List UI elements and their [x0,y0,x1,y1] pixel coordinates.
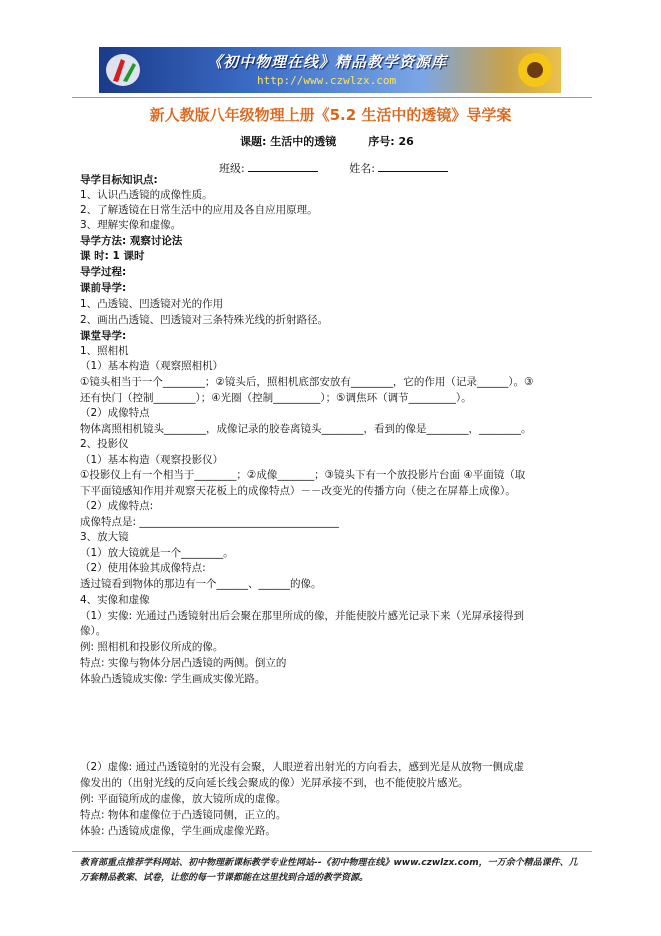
text-line: 2、投影仪 [80,438,129,450]
footer-divider [72,851,592,852]
text-line: 特点: 物体和虚像位于凸透镜同侧，正立的。 [80,809,287,821]
text-line: （1）基本构造（观察照相机） [80,360,224,372]
name-label: 姓名: [349,162,375,175]
section-heading: 导学方法: 观察讨论法 [80,235,183,247]
class-label: 班级: [219,162,245,175]
text-line: 例: 平面镜所成的虚像，放大镜所成的虚像。 [80,793,287,805]
header-divider [72,97,592,98]
text-line: ①镜头相当于一个________；②镜头后，照相机底部安放有________，它的作用（记录______）。③ [80,376,534,388]
text-line: 像发出的（出射光线的反向延长线会聚成的像）光屏承接不到，也不能使胶片感光。 [80,777,469,789]
text-line: 1、认识凸透镜的成像性质。 [80,189,213,201]
site-logo-icon [105,53,141,87]
text-line: 例: 照相机和投影仪所成的像。 [80,641,224,653]
text-line: 下平面镜感知作用并观察天花板上的成像特点）－－改变光的传播方向（使之在屏幕上成像）。 [80,485,516,497]
lesson-subtitle [240,133,414,149]
text-line: 物体离照相机镜头________，成像记录的胶卷离镜头________，看到的像是________，________。 [80,423,532,435]
text-line: ①投影仪上有一个相当于________；②成像_______；③镜头下有一个放投影片台面 ④平面镜（取 [80,469,526,481]
text-line: 透过镜看到物体的那边有一个______、______的像。 [80,578,322,590]
text-line: （2）成像特点: [80,500,154,512]
footer-note: 教育部重点推荐学科网站、初中物理新课标教学专业性网站--《初中物理在线》www.czwlzx.com，一万余个精品课件、几万套精品教案、试卷，让您的每一节课都能在这里找到合适的教学资源。 [80,858,578,883]
text-line: 2、了解透镜在日常生活中的应用及各自应用原理。 [80,204,318,216]
section-heading: 导学目标知识点: [80,174,158,186]
text-line: 特点: 实像与物体分居凸透镜的两侧。倒立的 [80,657,287,669]
text-line: 体验凸透镜成实像: 学生画成实像光路。 [80,673,266,685]
text-line: （1）实像: 光通过凸透镜射出后会聚在那里所成的像，并能使胶片感光记录下来（光屏承接得到 [80,610,525,622]
text-line: 像）。 [80,625,107,637]
section-heading: 导学过程: [80,266,127,278]
text-line: （2）成像特点 [80,407,150,419]
class-field[interactable] [248,161,318,172]
section-heading: 课 时: 1 课时 [80,250,145,262]
banner-url[interactable]: http://www.czwlzx.com [257,74,397,87]
text-line: （1）基本构造（观察投影仪） [80,454,224,466]
text-line: 1、照相机 [80,345,129,357]
text-line: 4、实像和虚像 [80,594,150,606]
text-line: 3、放大镜 [80,531,129,543]
text-line: 1、凸透镜、凹透镜对光的作用 [80,298,224,310]
section-heading: 课堂导学: [80,330,127,342]
lesson-sequence: 序号: 26 [368,135,414,148]
text-line: 体验: 凸透镜成虚像，学生画成虚像光路。 [80,825,276,837]
text-line: 还有快门（控制________）；④光圈（控制_________）；⑤调焦环（调节_________）。 [80,392,472,404]
text-line: 3、理解实像和虚像。 [80,219,182,231]
text-line: （2）虚像: 通过凸透镜射的光没有会聚，人眼逆着出射光的方向看去，感到光是从放物一侧成虚 [80,761,525,773]
sunflower-icon [515,50,555,90]
lesson-topic: 课题: 生活中的透镜 [240,135,337,148]
student-info-line [219,160,448,176]
text-line: 2、画出凸透镜、凹透镜对三条特殊光线的折射路径。 [80,314,329,326]
banner-title: 《初中物理在线》精品教学资源库 [207,53,448,71]
document-title: 新人教版八年级物理上册《5.2 生活中的透镜》导学案 [149,106,512,124]
section-heading: 课前导学: [80,282,127,294]
text-line: 成像特点是: ______________________________________ [80,516,339,528]
text-line: （1）放大镜就是一个________。 [80,547,234,559]
header-banner [99,47,561,93]
text-line: （2）使用体验其成像特点: [80,562,206,574]
name-field[interactable] [378,161,448,172]
